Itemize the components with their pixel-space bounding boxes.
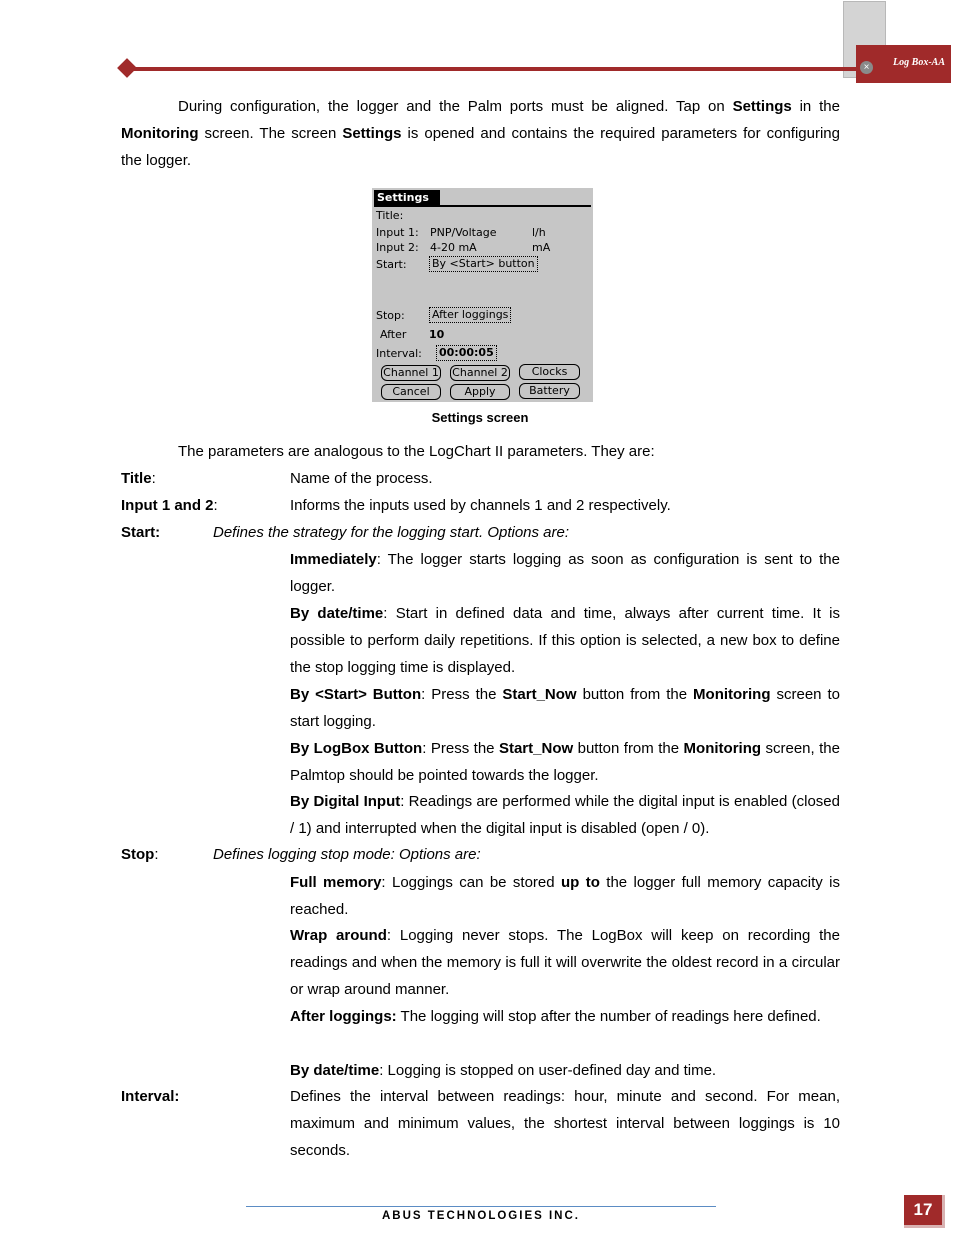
start-option-bydate: By date/time: Start in defined data and time, always after current time. It is possible to perform daily repetitions. If this option is selected, a new box to define the stop logging time is displayed. — [290, 605, 840, 676]
stop-option-bydate: By date/time: Logging is stopped on user-defined day and time. — [290, 1062, 717, 1079]
start-option-immediately: Immediately: The logger starts logging as soon as configuration is sent to the logger. — [290, 551, 840, 595]
params-intro: The parameters are analogous to the LogChart II parameters. They are: — [178, 443, 655, 460]
battery-button[interactable]: Battery — [519, 383, 580, 399]
interval-param-desc: Defines the interval between readings: hour, minute and second. For mean, maximum and minimum values, the shortest interval between loggings is 10 seconds. — [290, 1088, 840, 1159]
settings-tab: Settings — [374, 190, 440, 206]
input1-type: PNP/Voltage — [430, 226, 497, 239]
figure-caption: Settings screen — [431, 410, 529, 425]
input-param-desc: Informs the inputs used by channels 1 and 2 respectively. — [290, 497, 671, 514]
start-selector[interactable]: By <Start> button — [429, 256, 538, 272]
footer-rule — [246, 1206, 716, 1207]
header-rule — [128, 67, 858, 71]
close-icon: × — [860, 61, 873, 74]
intro-paragraph: During configuration, the logger and the Palm ports must be aligned. Tap on Settings in the Monitoring screen. The screen Settings is opened and contains the required parameters for configuring the logger. — [121, 98, 840, 169]
stop-param-desc: Defines logging stop mode: Options are: — [213, 846, 481, 863]
start-label: Start: — [376, 258, 407, 271]
input2-type: 4-20 mA — [430, 241, 477, 254]
start-option-digital: By Digital Input: Readings are performed while the digital input is enabled (closed / 1) and interrupted when the digital input is disabled (open / 0). — [290, 793, 840, 837]
header-tag: Log Box-AA — [856, 45, 951, 83]
input1-unit: l/h — [532, 226, 546, 239]
interval-label: Interval: — [376, 347, 422, 360]
stop-selector[interactable]: After loggings — [429, 307, 511, 323]
channel2-button[interactable]: Channel 2 — [450, 365, 510, 381]
input1-label: Input 1: — [376, 226, 419, 239]
channel1-button[interactable]: Channel 1 — [381, 365, 441, 381]
stop-param-label: Stop: — [121, 846, 159, 863]
after-value[interactable]: 10 — [429, 328, 445, 341]
cancel-button[interactable]: Cancel — [381, 384, 441, 400]
footer-company: ABUS TECHNOLOGIES INC. — [382, 1210, 580, 1222]
start-option-bylogbox: By LogBox Button: Press the Start_Now button from the Monitoring screen, the Palmtop should be pointed towards the logger. — [290, 740, 840, 784]
stop-option-full: Full memory: Loggings can be stored up to the logger full memory capacity is reached. — [290, 874, 841, 918]
stop-label: Stop: — [376, 309, 405, 322]
title-label: Title: — [376, 209, 404, 222]
interval-param-label: Interval: — [121, 1088, 180, 1105]
header-diamond — [117, 58, 137, 78]
stop-option-after: After loggings: The logging will stop after the number of readings here defined. — [290, 1008, 821, 1025]
input-param-label: Input 1 and 2: — [121, 497, 218, 514]
page-number: 17 — [904, 1195, 945, 1228]
after-label: After — [380, 328, 407, 341]
title-param-label: Title: — [121, 470, 156, 487]
stop-option-wrap: Wrap around: Logging never stops. The LogBox will keep on recording the readings and when the memory is full it will overwrite the oldest record in a circular or wrap around manner. — [290, 927, 840, 998]
input2-label: Input 2: — [376, 241, 419, 254]
start-option-bystart: By <Start> Button: Press the Start_Now button from the Monitoring screen to start logging. — [290, 686, 840, 730]
start-param-label: Start: — [121, 524, 161, 541]
settings-screenshot — [372, 188, 593, 402]
interval-selector[interactable]: 00:00:05 — [436, 345, 497, 361]
clocks-button[interactable]: Clocks — [519, 364, 580, 380]
input2-unit: mA — [532, 241, 551, 254]
start-param-desc: Defines the strategy for the logging start. Options are: — [213, 524, 570, 541]
title-param-desc: Name of the process. — [290, 470, 433, 487]
tab-underline — [374, 205, 591, 207]
apply-button[interactable]: Apply — [450, 384, 510, 400]
